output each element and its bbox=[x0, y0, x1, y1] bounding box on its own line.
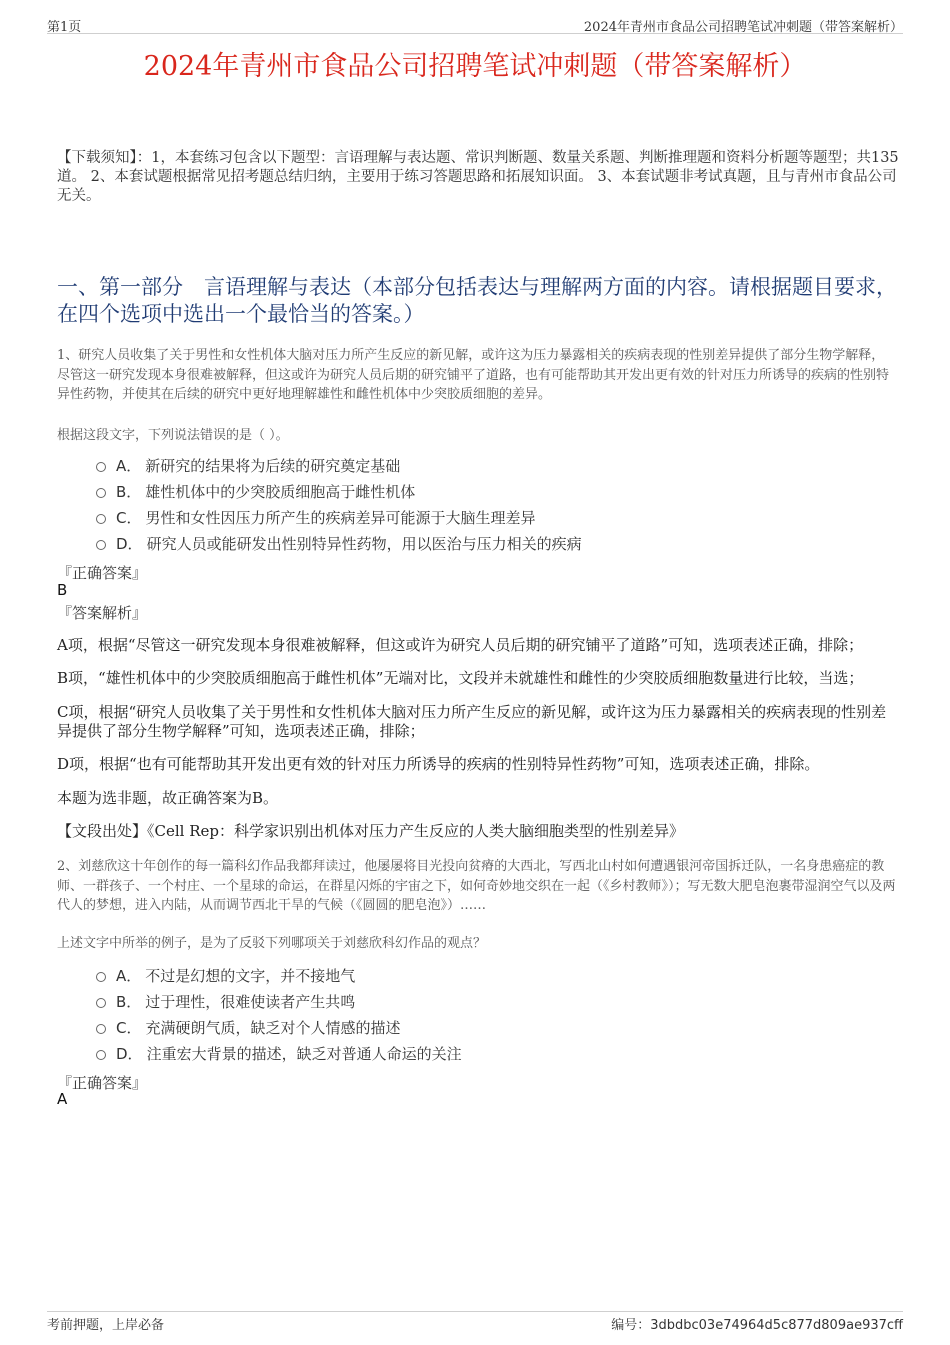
section-heading: 一、第一部分 言语理解与表达（本部分包括表达与理解两方面的内容。请根据题目要求，在四个选项中选出一个最恰当的答案。） bbox=[57, 275, 897, 326]
correct-answer-label: 『正确答案』 bbox=[57, 564, 148, 582]
source-citation: 【文段出处】《Cell Rep：科学家识别出机体对压力产生反应的人类大脑细胞类型的性别差异》 bbox=[57, 822, 684, 840]
analysis-b: B项，“雄性机体中的少突胶质细胞高于雌性机体”无端对比，文段并未就雄性和雌性的少突胶质细胞数量进行比较，当选； bbox=[57, 669, 864, 687]
page-footer bbox=[47, 1314, 903, 1334]
radio-icon[interactable] bbox=[96, 998, 106, 1008]
document-code bbox=[611, 1314, 903, 1333]
analysis-a: A项，根据“尽管这一研究发现本身很难被解释，但这或许为研究人员后期的研究铺平了道路”可知，选项表述正确，排除； bbox=[57, 636, 864, 654]
header-divider bbox=[47, 33, 903, 34]
document-title: 2024年青州市食品公司招聘笔试冲刺题（带答案解析） bbox=[143, 51, 807, 82]
header-doc-title: 2024年青州市食品公司招聘笔试冲刺题（带答案解析） bbox=[583, 20, 903, 35]
question-2-option-a[interactable]: A． 不过是幻想的文字，并不接地气 bbox=[96, 962, 886, 988]
option-text: 研究人员或能研发出性别特异性药物，用以医治与压力相关的疾病 bbox=[146, 534, 582, 553]
radio-icon[interactable] bbox=[96, 540, 106, 550]
question-2-options bbox=[96, 962, 886, 1066]
question-1-option-a[interactable]: A． 新研究的结果将为后续的研究奠定基础 bbox=[96, 452, 886, 478]
radio-icon[interactable] bbox=[96, 1050, 106, 1060]
footer-slogan: 考前押题，上岸必备 bbox=[47, 1318, 165, 1333]
radio-icon[interactable] bbox=[96, 488, 106, 498]
radio-icon[interactable] bbox=[96, 514, 106, 524]
question-2-prompt: 上述文字中所举的例子，是为了反驳下列哪项关于刘慈欣科幻作品的观点？ bbox=[57, 936, 487, 951]
correct-answer: A bbox=[57, 1090, 68, 1108]
analysis-c: C项，根据“研究人员收集了关于男性和女性机体大脑对压力所产生反应的新见解，或许这为压力暴露相关的疾病表现的性别差异提供了部分生物学解释”可知，选项表述正确，排除； bbox=[57, 703, 887, 740]
analysis-conclusion: 本题为选非题，故正确答案为B。 bbox=[57, 789, 279, 807]
option-text: 新研究的结果将为后续的研究奠定基础 bbox=[145, 456, 401, 475]
question-2-option-c[interactable]: C． 充满硬朗气质，缺乏对个人情感的描述 bbox=[96, 1014, 886, 1040]
question-1-option-d[interactable]: D． 研究人员或能研发出性别特异性药物，用以医治与压力相关的疾病 bbox=[96, 530, 886, 556]
page-number: 第1页 bbox=[47, 20, 82, 35]
analysis-d: D项，根据“也有可能帮助其开发出更有效的针对压力所诱导的疾病的性别特异性药物”可知，选项表述正确，排除。 bbox=[57, 755, 820, 773]
footer-divider bbox=[47, 1311, 903, 1312]
correct-answer-label: 『正确答案』 bbox=[57, 1074, 148, 1092]
question-2-option-d[interactable]: D． 注重宏大背景的描述，缺乏对普通人命运的关注 bbox=[96, 1040, 886, 1066]
question-1-options bbox=[96, 452, 886, 556]
radio-icon[interactable] bbox=[96, 972, 106, 982]
question-1-option-b[interactable]: B． 雄性机体中的少突胶质细胞高于雌性机体 bbox=[96, 478, 886, 504]
option-text: 注重宏大背景的描述，缺乏对普通人命运的关注 bbox=[146, 1044, 462, 1063]
question-1-option-c[interactable]: C． 男性和女性因压力所产生的疾病差异可能源于大脑生理差异 bbox=[96, 504, 886, 530]
option-text: 不过是幻想的文字，并不接地气 bbox=[145, 966, 356, 985]
code-value: 3dbdbc03e74964d5c877d809ae937cff bbox=[650, 1318, 903, 1333]
code-label: 编号： bbox=[611, 1318, 651, 1333]
question-2-stem: 2、刘慈欣这十年创作的每一篇科幻作品我都拜读过，他屡屡将目光投向贫瘠的大西北，写西北山村如何遭遇银河帝国拆迁队，一名身患癌症的教师、一群孩子、一个村庄、一个星球的命运，在群星闪烁的宇宙之下，如何奇妙地交织在一起（《乡村教师》）；写无数大肥皂泡裹带湿润空气以及两代人的梦想，进入内陆，从而调节西北干旱的气候（《圆圆的肥皂泡》）…… bbox=[57, 859, 896, 913]
question-1-prompt: 根据这段文字，下列说法错误的是（ ）。 bbox=[57, 428, 289, 443]
option-text: 过于理性，很难使读者产生共鸣 bbox=[145, 992, 356, 1011]
option-text: 男性和女性因压力所产生的疾病差异可能源于大脑生理差异 bbox=[145, 508, 536, 527]
question-1-stem: 1、研究人员收集了关于男性和女性机体大脑对压力所产生反应的新见解，或许这为压力暴露相关的疾病表现的性别差异提供了部分生物学解释，尽管这一研究发现本身很难被解释，但这或许为研究人员后期的研究铺平了道路，也有可能帮助其开发出更有效的针对压力所诱导的疾病的性别特异性药物，并使其在后续的研究中更好地理解雄性和雌性机体中少突胶质细胞的差异。 bbox=[57, 348, 890, 402]
correct-answer: B bbox=[57, 581, 68, 599]
option-text: 充满硬朗气质，缺乏对个人情感的描述 bbox=[145, 1018, 401, 1037]
radio-icon[interactable] bbox=[96, 462, 106, 472]
radio-icon[interactable] bbox=[96, 1024, 106, 1034]
download-notice: 【下载须知】：1，本套练习包含以下题型：言语理解与表达题、常识判断题、数量关系题、判断推理题和资料分析题等题型；共135道。 2、本套试题根据常见招考题总结归纳，主要用于练习答题思路和拓展知识面。 3、本套试题非考试真题，且与青州市食品公司无关。 bbox=[57, 150, 899, 204]
analysis-label: 『答案解析』 bbox=[57, 604, 148, 622]
question-2-option-b[interactable]: B． 过于理性，很难使读者产生共鸣 bbox=[96, 988, 886, 1014]
page-header bbox=[47, 14, 903, 34]
option-text: 雄性机体中的少突胶质细胞高于雌性机体 bbox=[145, 482, 416, 501]
